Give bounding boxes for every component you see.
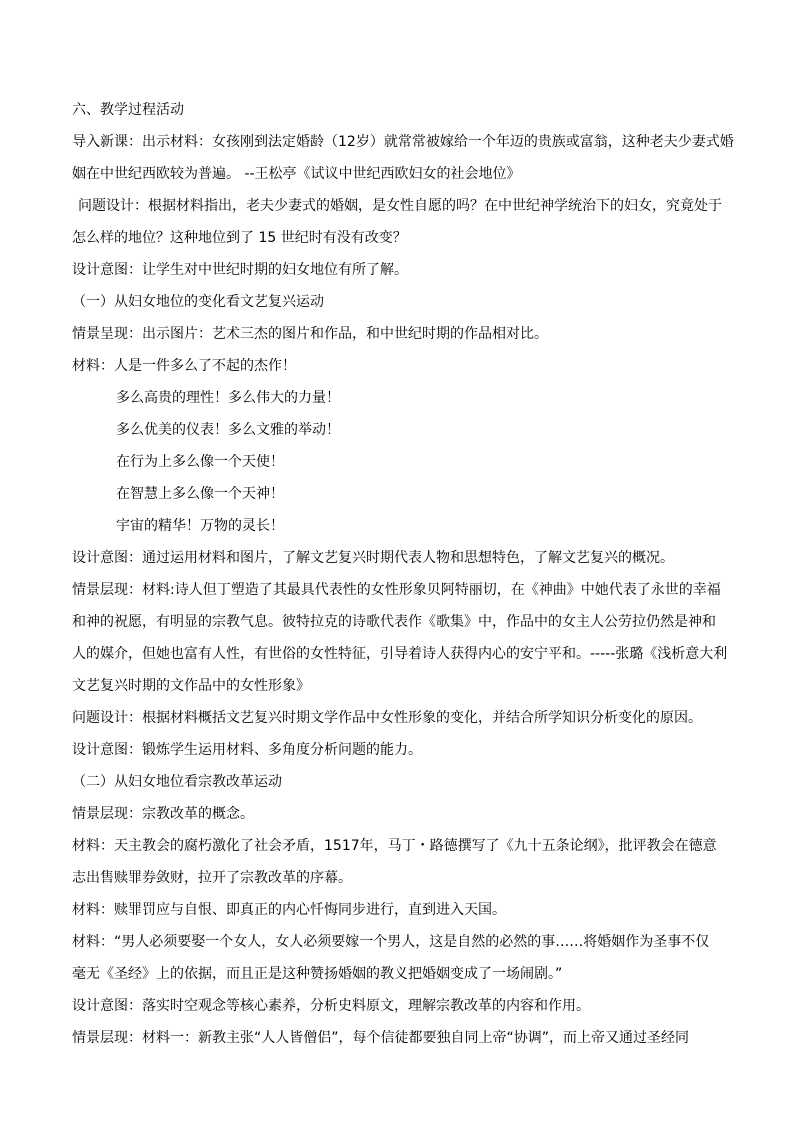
paragraph-line: 设计意图：通过运用材料和图片，了解文艺复兴时期代表人物和思想特色，了解文艺复兴的概况。	[72, 550, 674, 566]
paragraph-line: 毫无《圣经》上的依据，而且正是这种赞扬婚姻的教义把婚姻变成了一场闹剧。”	[72, 966, 563, 982]
paragraph-line: 材料：“男人必须要娶一个女人，女人必须要嫁一个男人，这是自然的必然的事……将婚姻作为圣事不仅	[72, 934, 710, 950]
poem-line: 在行为上多么像一个天使！	[116, 454, 284, 470]
subsection-heading: （一）从妇女地位的变化看文艺复兴运动	[72, 294, 324, 310]
subsection-heading: （二）从妇女地位看宗教改革运动	[72, 774, 282, 790]
section-heading: 六、教学过程活动	[72, 102, 184, 118]
poem-line: 多么高贵的理性！多么伟大的力量！	[116, 390, 340, 406]
paragraph-line: 情景层现：宗教改革的概念。	[72, 806, 254, 822]
paragraph-line: 材料：天主教会的腐朽激化了社会矛盾，1517年，马丁・路德撰写了《九十五条论纲》，批评教会在德意	[72, 838, 717, 854]
poem-line: 宇宙的精华！万物的灵长！	[116, 518, 284, 534]
paragraph-line: 和神的祝愿，有明显的宗教气息。彼特拉克的诗歌代表作《歌集》中，作品中的女主人公劳拉仍然是神和	[72, 614, 716, 630]
poem-line: 在智慧上多么像一个天神！	[116, 486, 284, 502]
paragraph-line: 情景呈现：出示图片：艺术三杰的图片和作品，和中世纪时期的作品相对比。	[72, 326, 548, 342]
paragraph-line: 设计意图：落实时空观念等核心素养，分析史料原文，理解宗教改革的内容和作用。	[72, 998, 590, 1014]
paragraph-line: 问题设计：根据材料概括文艺复兴时期文学作品中女性形象的变化，并结合所学知识分析变化的原因。	[72, 710, 702, 726]
paragraph-line: 导入新课：出示材料：女孩刚到法定婚龄（12岁）就常常被嫁给一个年迈的贵族或富翁，这种老夫少妻式婚	[72, 134, 734, 150]
paragraph-line: 设计意图：让学生对中世纪时期的妇女地位有所了解。	[72, 262, 408, 278]
paragraph-line: 情景层现：材料一：新教主张“人人皆僧侣”，每个信徒都要独自同上帝“协调”，而上帝又通过圣经同	[72, 1030, 690, 1046]
paragraph-line: 问题设计：根据材料指出，老夫少妻式的婚姻，是女性自愿的吗？在中世纪神学统治下的妇女，究竟处于	[78, 198, 722, 214]
paragraph-line: 文艺复兴时期的文作品中的女性形象》	[72, 678, 310, 694]
paragraph-line: 情景层现：材料:诗人但丁塑造了其最具代表性的女性形象贝阿特丽切，在《神曲》中她代表了永世的幸福	[72, 582, 721, 598]
paragraph-line: 材料：人是一件多么了不起的杰作！	[72, 358, 296, 374]
paragraph-line: 材料：赎罪罚应与自恨、即真正的内心忏悔同步进行，直到进入天国。	[72, 902, 506, 918]
paragraph-line: 人的媒介，但她也富有人性，有世俗的女性特征，引导着诗人获得内心的安宁平和。-----张璐《浅析意大利	[72, 646, 728, 662]
paragraph-line: 姻在中世纪西欧较为普遍。 --王松亭《试议中世纪西欧妇女的社会地位》	[72, 166, 521, 182]
paragraph-line: 怎么样的地位？这种地位到了 15 世纪时有没有改变？	[72, 230, 407, 246]
poem-line: 多么优美的仪表！多么文雅的举动！	[116, 422, 340, 438]
paragraph-line: 设计意图：锻炼学生运用材料、多角度分析问题的能力。	[72, 742, 422, 758]
paragraph-line: 志出售赎罪券敛财，拉开了宗教改革的序幕。	[72, 870, 352, 886]
